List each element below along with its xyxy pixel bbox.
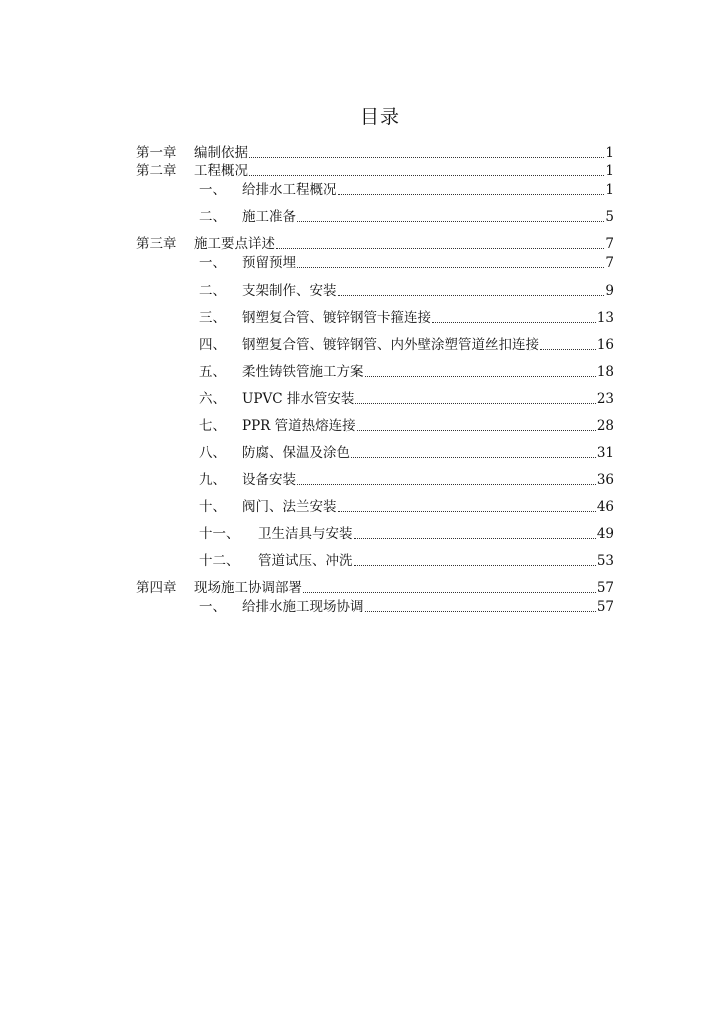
toc-entry-label: 二、 — [199, 209, 226, 225]
toc-entry-text: 编制依据 — [194, 145, 248, 161]
toc-entry-label: 一、 — [199, 182, 226, 198]
dot-leader — [354, 565, 596, 566]
toc-entry-section[interactable] — [199, 283, 614, 299]
toc-entry-label: 四、 — [199, 337, 226, 353]
toc-entry-label: 十二、 — [199, 553, 240, 569]
toc-entry-page: 9 — [605, 283, 614, 299]
toc-entry-chapter[interactable] — [136, 145, 614, 161]
toc-entry-label: 第二章 — [136, 163, 177, 179]
toc-entry-text: 阀门、法兰安装 — [242, 499, 337, 515]
toc-entry-label: 第三章 — [136, 236, 177, 252]
dot-leader — [540, 349, 596, 350]
toc-entry-section[interactable] — [199, 526, 614, 542]
dot-leader — [297, 221, 604, 222]
toc-entry-page: 46 — [596, 499, 614, 515]
dot-leader — [338, 295, 605, 296]
toc-entry-label: 三、 — [199, 310, 226, 326]
dot-leader — [276, 248, 604, 249]
toc-entry-chapter[interactable] — [136, 236, 614, 252]
toc-entry-label: 二、 — [199, 283, 226, 299]
toc-entry-label: 一、 — [199, 255, 226, 271]
toc-entry-page: 57 — [596, 580, 614, 596]
toc-entry-page: 18 — [596, 364, 614, 380]
dot-leader — [351, 457, 596, 458]
dot-leader — [338, 511, 596, 512]
toc-entry-section[interactable] — [199, 310, 614, 326]
toc-entry-text: PPR 管道热熔连接 — [242, 418, 356, 434]
toc-entry-text: 施工要点详述 — [194, 236, 275, 252]
toc-entry-page: 23 — [596, 391, 614, 407]
toc-entry-label: 六、 — [199, 391, 226, 407]
toc-entry-page: 5 — [605, 209, 614, 225]
toc-entry-section[interactable] — [199, 255, 614, 271]
toc-entry-label: 第一章 — [136, 145, 177, 161]
toc-entry-page: 1 — [605, 163, 614, 179]
dot-leader — [297, 267, 604, 268]
toc-entry-text: 给排水施工现场协调 — [242, 599, 364, 615]
toc-entry-page: 7 — [605, 236, 614, 252]
dot-leader — [432, 322, 596, 323]
toc-title: 目录 — [359, 106, 400, 128]
toc-entry-label: 一、 — [199, 599, 226, 615]
toc-entry-section[interactable] — [199, 553, 614, 569]
toc-entry-page: 49 — [596, 526, 614, 542]
toc-entry-label: 第四章 — [136, 580, 177, 596]
toc-entry-page: 13 — [596, 310, 614, 326]
toc-entry-section[interactable] — [199, 182, 614, 198]
toc-entry-page: 7 — [605, 255, 614, 271]
toc-entry-section[interactable] — [199, 472, 614, 488]
toc-entry-text: 支架制作、安装 — [242, 283, 337, 299]
toc-entry-text: 现场施工协调部署 — [194, 580, 302, 596]
toc-entry-page: 57 — [596, 599, 614, 615]
toc-entry-page: 53 — [596, 553, 614, 569]
toc-entry-text: 钢塑复合管、镀锌钢管卡箍连接 — [242, 310, 431, 326]
toc-entry-text: UPVC 排水管安装 — [242, 391, 355, 407]
toc-entry-label: 八、 — [199, 445, 226, 461]
toc-entry-text: 预留预埋 — [242, 255, 296, 271]
toc-entry-section[interactable] — [199, 599, 614, 615]
toc-entry-text: 防腐、保温及涂色 — [242, 445, 350, 461]
toc-entry-text: 卫生洁具与安装 — [258, 526, 353, 542]
toc-entry-text: 施工准备 — [242, 209, 296, 225]
toc-entry-page: 1 — [605, 145, 614, 161]
toc-entry-label: 十、 — [199, 499, 226, 515]
toc-entry-page: 31 — [596, 445, 614, 461]
toc-entry-label: 五、 — [199, 364, 226, 380]
toc-entry-chapter[interactable] — [136, 163, 614, 179]
toc-entry-chapter[interactable] — [136, 580, 614, 596]
toc-entry-text: 钢塑复合管、镀锌钢管、内外壁涂塑管道丝扣连接 — [242, 337, 539, 353]
toc-entry-text: 柔性铸铁管施工方案 — [242, 364, 364, 380]
dot-leader — [249, 175, 604, 176]
toc-entry-label: 十一、 — [199, 526, 240, 542]
toc-entry-page: 28 — [596, 418, 614, 434]
dot-leader — [357, 430, 596, 431]
dot-leader — [365, 611, 596, 612]
toc-entry-section[interactable] — [199, 445, 614, 461]
toc-entry-text: 给排水工程概况 — [242, 182, 337, 198]
toc-entry-page: 16 — [596, 337, 614, 353]
dot-leader — [338, 194, 605, 195]
toc-entry-section[interactable] — [199, 364, 614, 380]
toc-entry-page: 36 — [596, 472, 614, 488]
toc-entry-section[interactable] — [199, 391, 614, 407]
dot-leader — [297, 484, 596, 485]
toc-entry-text: 工程概况 — [194, 163, 248, 179]
toc-entry-text: 设备安装 — [242, 472, 296, 488]
toc-entry-section[interactable] — [199, 418, 614, 434]
toc-entry-text: 管道试压、冲洗 — [258, 553, 353, 569]
dot-leader — [249, 157, 604, 158]
dot-leader — [303, 592, 596, 593]
toc-entry-section[interactable] — [199, 499, 614, 515]
dot-leader — [354, 538, 596, 539]
toc-entry-section[interactable] — [199, 337, 614, 353]
toc-entry-section[interactable] — [199, 209, 614, 225]
toc-entry-label: 九、 — [199, 472, 226, 488]
dot-leader — [365, 376, 596, 377]
toc-entry-page: 1 — [605, 182, 614, 198]
dot-leader — [355, 403, 595, 404]
toc-entry-label: 七、 — [199, 418, 226, 434]
